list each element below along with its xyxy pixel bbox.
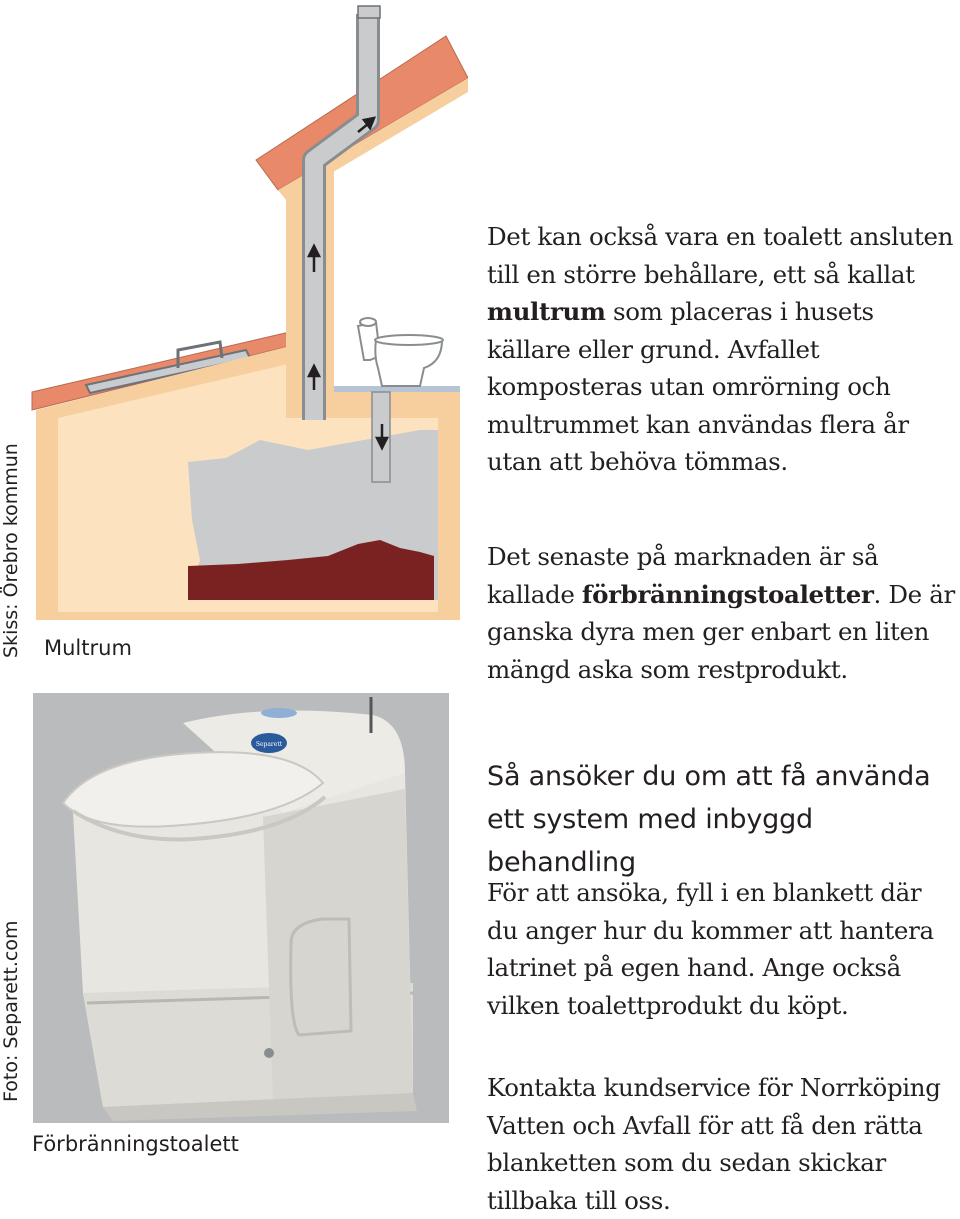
- caption-multrum: Multrum: [44, 636, 132, 660]
- chimney-cap: [358, 6, 380, 18]
- apply-heading: Så ansöker du om att få använda ett system med inbyggd behandling: [487, 761, 931, 878]
- toilet-icon: [358, 318, 443, 386]
- paragraph-multrum: Det kan också vara en toalett ansluten till en större behållare, ett så kallat multrum som placeras i husets källare eller grund. Avfallet komposteras utan omrörning och multrummet kan användas flera år utan att behöva tömmas.: [487, 222, 954, 476]
- paragraph-contact: Kontakta kundservice för Norrköping Vatten och Avfall för att få den rätta blanketten som du sedan skickar tillbaka till oss.: [487, 1073, 941, 1215]
- incineration-toilet-photo: [33, 693, 449, 1123]
- photo-credit: Foto: Separett.com: [0, 920, 22, 1102]
- vent-disc: [261, 708, 297, 718]
- sketch-credit: Skiss: Örebro kommun: [0, 443, 22, 658]
- paragraph-apply: För att ansöka, fyll i en blankett där du anger hur du kommer att hantera latrinet på egen hand. Ange också vilken toalettprodukt du köpt.: [487, 878, 934, 1020]
- paragraph-incineration: Det senaste på marknaden är så kallade förbränningstoaletter. De är ganska dyra men ger enbart en liten mängd aska som restprodukt.: [487, 542, 955, 684]
- brand-label: Separett: [255, 741, 283, 748]
- term-multrum: multrum: [487, 297, 606, 326]
- term-incineration: förbränningstoaletter: [581, 579, 874, 609]
- caption-incineration-toilet: Förbränningstoalett: [32, 1132, 239, 1156]
- multrum-diagram: [28, 0, 468, 620]
